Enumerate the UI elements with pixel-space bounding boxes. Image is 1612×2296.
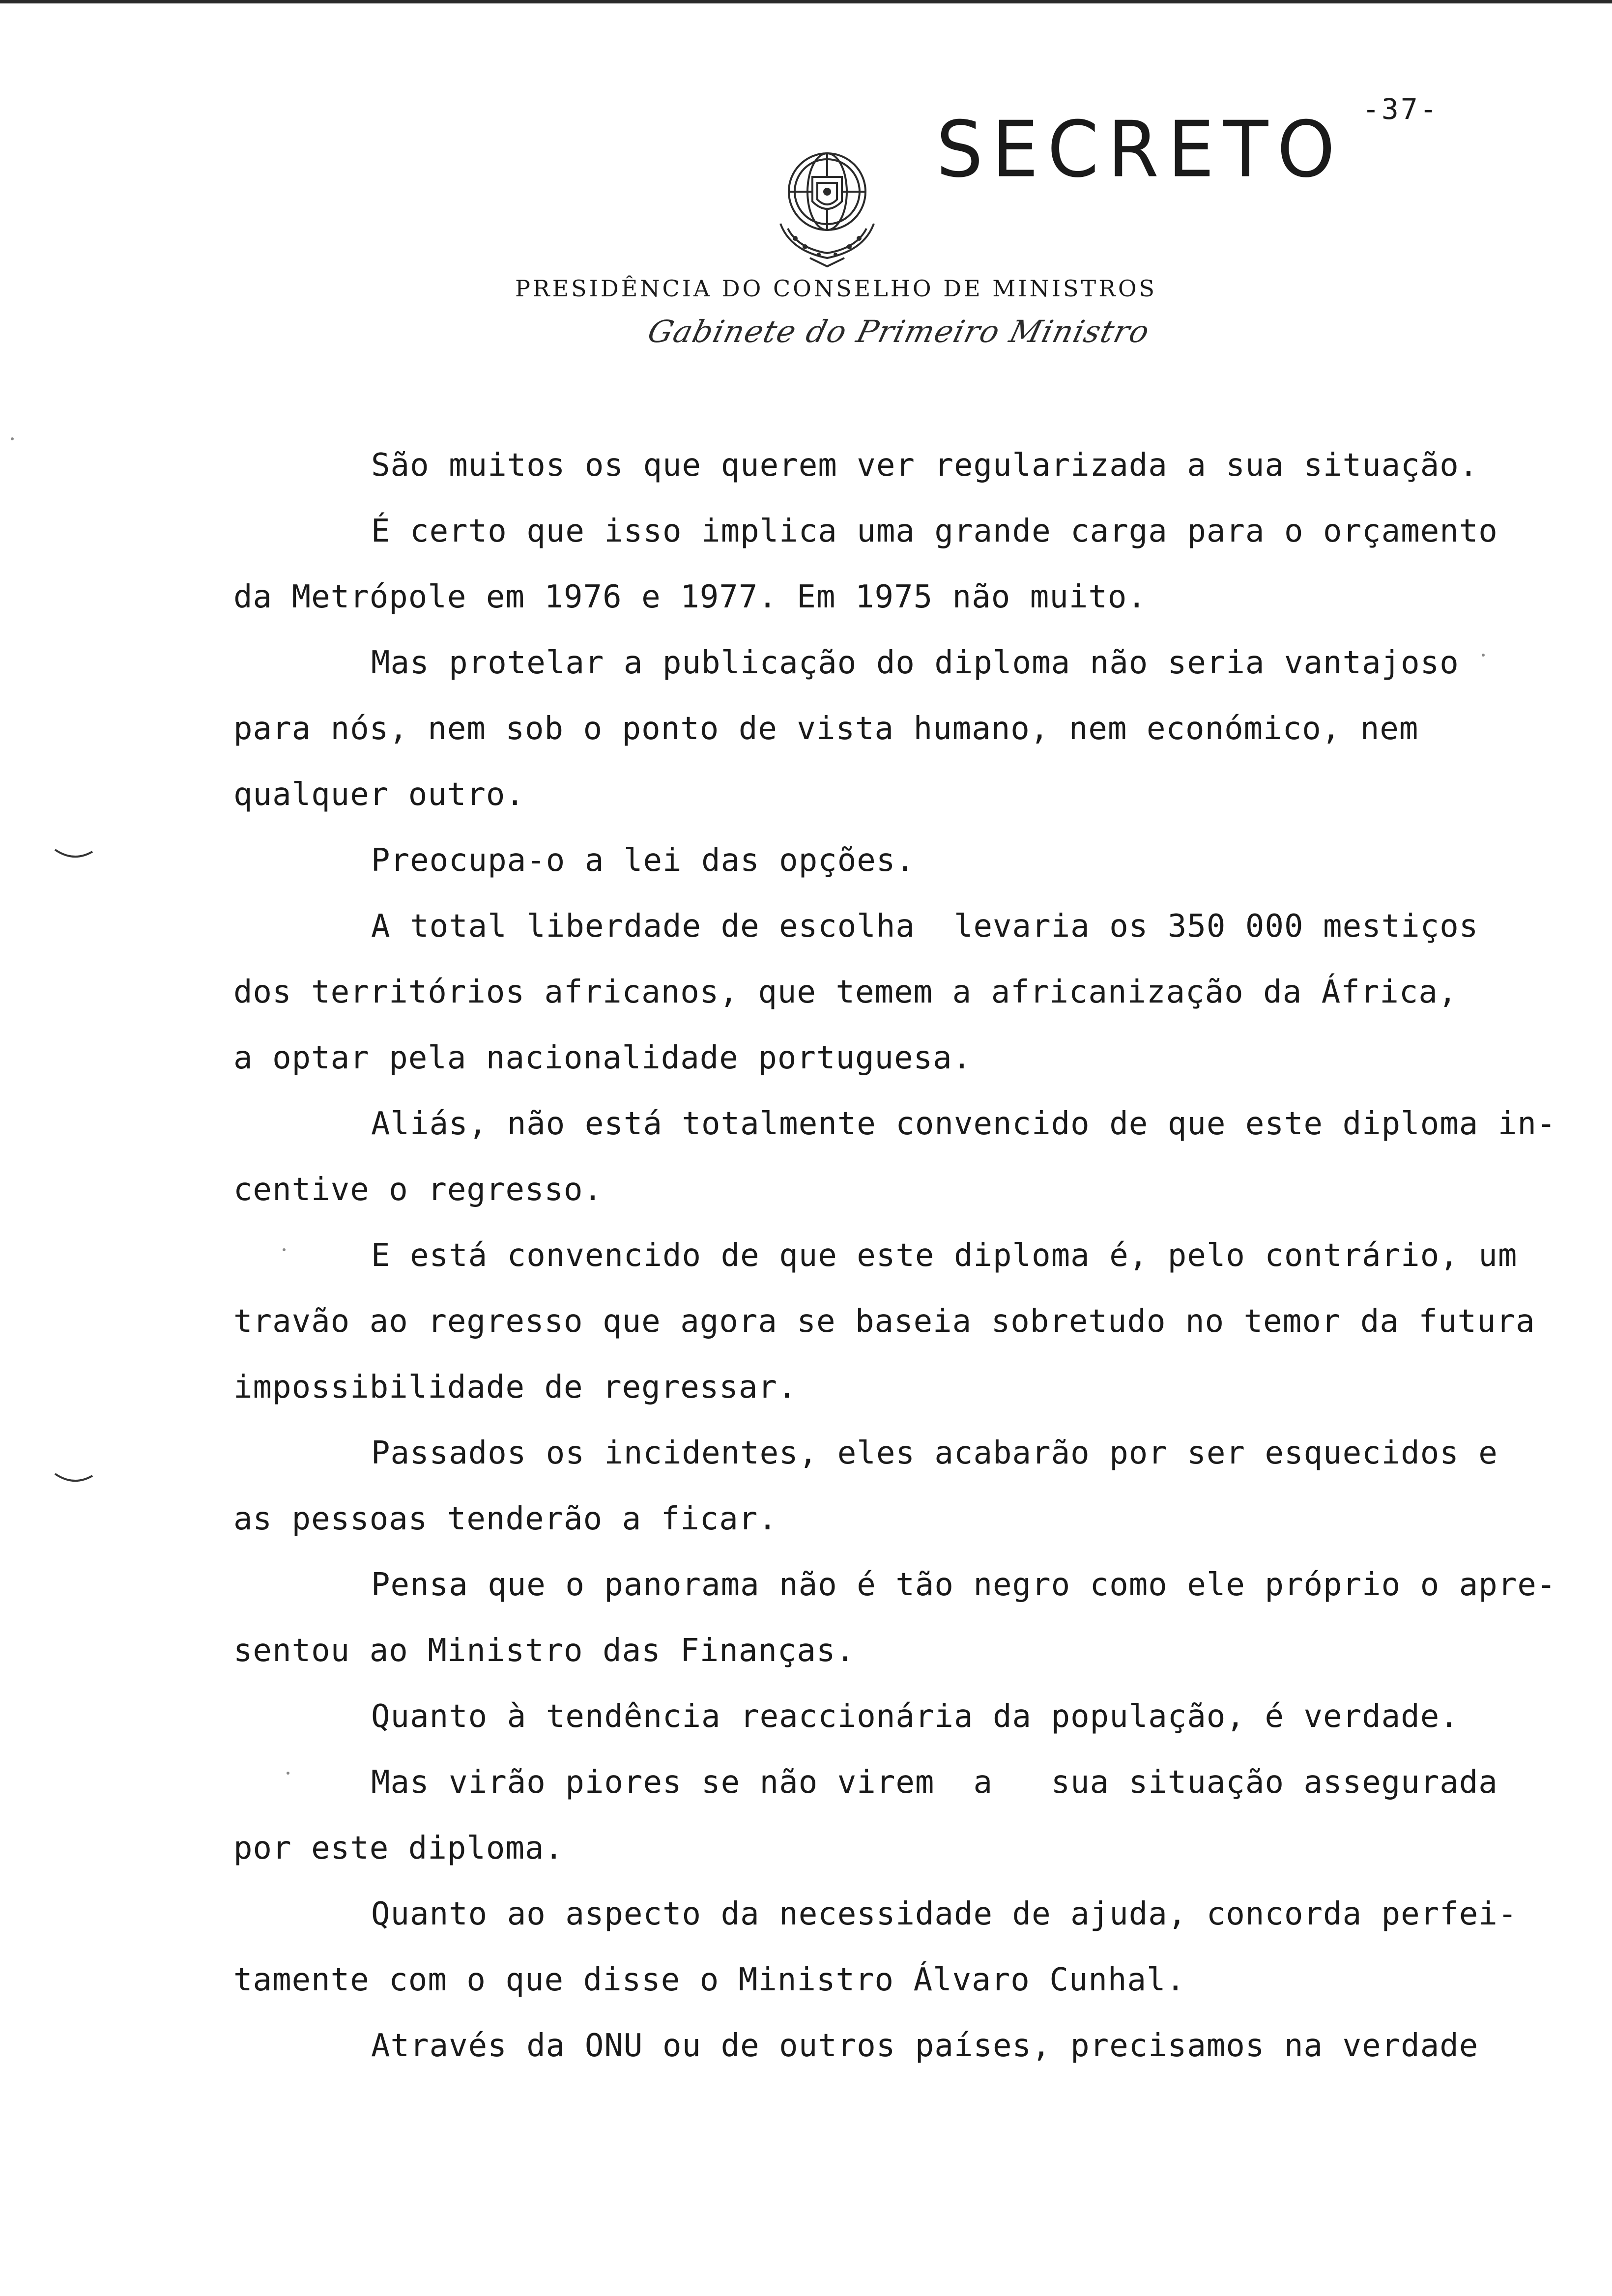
office-subtitle: Gabinete do Primeiro Ministro (644, 314, 1154, 349)
paper-speck (1482, 654, 1485, 657)
body-line: Preocupa-o a lei das opções. (371, 842, 915, 879)
body-line: Quanto à tendência reaccionária da população, é verdade. (371, 1698, 1459, 1735)
body-line: Aliás, não está totalmente convencido de que este diploma in- (371, 1106, 1556, 1142)
body-line: Passados os incidentes, eles acabarão por ser esquecidos e (371, 1435, 1498, 1471)
body-line: Mas protelar a publicação do diploma não seria vantajoso (371, 645, 1459, 681)
classification-stamp: SECRETO (936, 105, 1344, 195)
body-line: travão ao regresso que agora se baseia sobretudo no temor da futura (233, 1303, 1535, 1340)
coat-of-arms-icon (761, 138, 893, 270)
body-line: da Metrópole em 1976 e 1977. Em 1975 não muito. (233, 579, 1147, 615)
body-line: as pessoas tenderão a ficar. (233, 1501, 777, 1537)
body-line: Através da ONU ou de outros países, precisamos na verdade (371, 2028, 1479, 2064)
body-line: impossibilidade de regressar. (233, 1369, 797, 1406)
body-line: São muitos os que querem ver regularizada a sua situação. (371, 447, 1479, 484)
body-line: dos territórios africanos, que temem a africanização da África, (233, 974, 1458, 1010)
margin-punch-mark (54, 848, 93, 862)
paper-speck (283, 1248, 286, 1251)
top-edge-rule (0, 0, 1612, 3)
margin-punch-mark (54, 1472, 93, 1487)
body-line: Mas virão piores se não virem a sua situação assegurada (371, 1764, 1498, 1801)
document-body (233, 432, 1560, 2079)
body-line: A total liberdade de escolha levaria os 350 000 mestiços (371, 908, 1479, 945)
body-line: para nós, nem sob o ponto de vista humano, nem económico, nem (233, 711, 1419, 747)
office-name: PRESIDÊNCIA DO CONSELHO DE MINISTROS (515, 275, 1157, 302)
body-line: por este diploma. (233, 1830, 564, 1866)
body-line: sentou ao Ministro das Finanças. (233, 1633, 855, 1669)
page-number: -37- (1362, 92, 1439, 126)
body-line: Quanto ao aspecto da necessidade de ajuda, concorda perfei- (371, 1896, 1518, 1932)
paper-speck (287, 1772, 289, 1775)
body-line: qualquer outro. (233, 776, 525, 813)
body-line: tamente com o que disse o Ministro Álvaro Cunhal. (233, 1962, 1186, 1998)
body-line: É certo que isso implica uma grande carga para o orçamento (371, 513, 1498, 549)
body-line: E está convencido de que este diploma é, pelo contrário, um (371, 1237, 1518, 1274)
body-line: centive o regresso. (233, 1172, 603, 1208)
paper-speck (11, 437, 14, 440)
body-line: Pensa que o panorama não é tão negro como ele próprio o apre- (371, 1567, 1556, 1603)
body-line: a optar pela nacionalidade portuguesa. (233, 1040, 972, 1076)
